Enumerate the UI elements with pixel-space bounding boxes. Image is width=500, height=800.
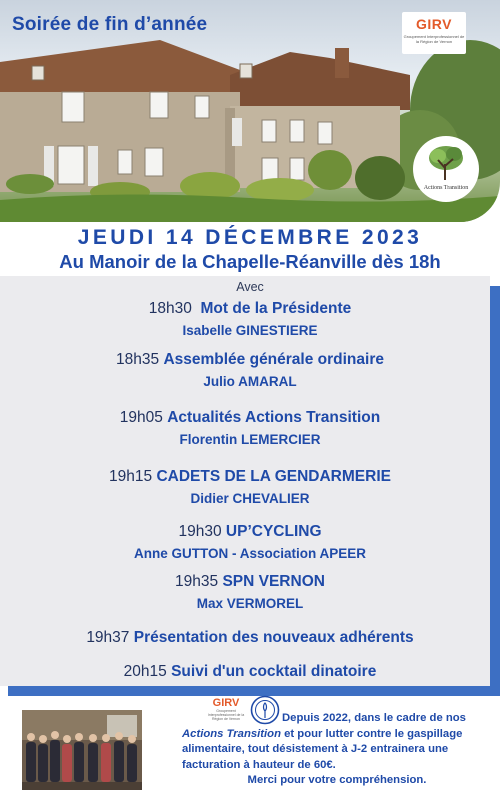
program-item-speaker: Isabelle GINESTIERE bbox=[182, 323, 318, 338]
girv-logo-text: GIRV bbox=[416, 16, 452, 32]
notice-line-1: Depuis 2022, dans le cadre de nos bbox=[282, 712, 466, 724]
program-item-speaker: Didier CHEVALIER bbox=[190, 491, 310, 506]
program-item bbox=[0, 409, 500, 447]
program-item bbox=[0, 663, 500, 681]
event-title: Soirée de fin d’année bbox=[12, 14, 208, 35]
program-item-time: 20h15 bbox=[123, 663, 167, 680]
cancellation-notice bbox=[182, 711, 482, 789]
program-item-time: 18h35 bbox=[116, 351, 160, 368]
program-item-title bbox=[0, 351, 500, 369]
program-item-speaker: Anne GUTTON - Association APEER bbox=[133, 546, 367, 561]
program-item-label: Présentation des nouveaux adhérents bbox=[133, 629, 414, 646]
program-item-title bbox=[0, 573, 500, 591]
program-item-label: CADETS DE LA GENDARMERIE bbox=[156, 468, 391, 485]
program-item-time: 19h35 bbox=[175, 573, 219, 590]
hero-photo bbox=[0, 0, 500, 222]
program-item-label: SPN VERNON bbox=[222, 573, 325, 590]
program-item-time: 18h30 bbox=[148, 300, 192, 317]
program-item-title bbox=[0, 468, 500, 486]
program-item-label: Suivi d'un cocktail dinatoire bbox=[171, 663, 377, 680]
program-item-time: 19h05 bbox=[119, 409, 163, 426]
program-item-title bbox=[0, 523, 500, 541]
program-item-speaker: Max VERMOREL bbox=[196, 596, 304, 611]
program-item-time: 19h15 bbox=[109, 468, 153, 485]
program-item-speaker: Florentin LEMERCIER bbox=[179, 432, 321, 447]
program-item-title bbox=[0, 629, 500, 647]
program-item bbox=[0, 523, 500, 561]
notice-thanks: Merci pour votre compréhension. bbox=[247, 774, 427, 787]
program-item-label: Actualités Actions Transition bbox=[167, 409, 381, 426]
program-item bbox=[0, 629, 500, 647]
actions-transition-logo bbox=[413, 136, 479, 202]
program-item-label: UP’CYCLING bbox=[225, 523, 322, 540]
girv-logo-tagline: Groupement Interprofessionnel de la Région de Vernon bbox=[403, 34, 465, 44]
program-item-title bbox=[0, 300, 500, 318]
program-intro: Avec bbox=[236, 280, 264, 294]
program-item bbox=[0, 351, 500, 389]
event-venue: Au Manoir de la Chapelle-Réanville dès 18h bbox=[59, 251, 441, 272]
program-item-title bbox=[0, 409, 500, 427]
notice-emphasis: Actions Transition bbox=[182, 727, 281, 740]
actions-transition-logo-text: Actions Transition bbox=[423, 185, 469, 191]
program-item-label: Mot de la Présidente bbox=[200, 300, 352, 317]
girv-logo bbox=[402, 12, 466, 54]
group-photo-illustration bbox=[22, 710, 142, 790]
event-date: JEUDI 14 DÉCEMBRE 2023 bbox=[77, 226, 423, 249]
tree-icon bbox=[424, 144, 468, 182]
program-item-speaker: Julio AMARAL bbox=[203, 374, 297, 389]
program-item-time: 19h30 bbox=[178, 523, 222, 540]
program-item-label: Assemblée générale ordinaire bbox=[163, 351, 384, 368]
footer-girv-logo-tagline: Groupement Interprofessionnel de la Région de Vernon bbox=[207, 709, 245, 721]
footer-girv-logo-text: GIRV bbox=[212, 697, 240, 709]
program-item bbox=[0, 468, 500, 506]
program-item bbox=[0, 300, 500, 338]
notice-body: et pour lutter contre le gaspillage alimentaire, tout désistement à J-2 entrainera une facturation à hauteur de 60€. bbox=[182, 727, 463, 771]
program-item-title bbox=[0, 663, 500, 681]
program-item bbox=[0, 573, 500, 611]
program-item-time: 19h37 bbox=[86, 629, 130, 646]
group-photo bbox=[22, 710, 142, 790]
